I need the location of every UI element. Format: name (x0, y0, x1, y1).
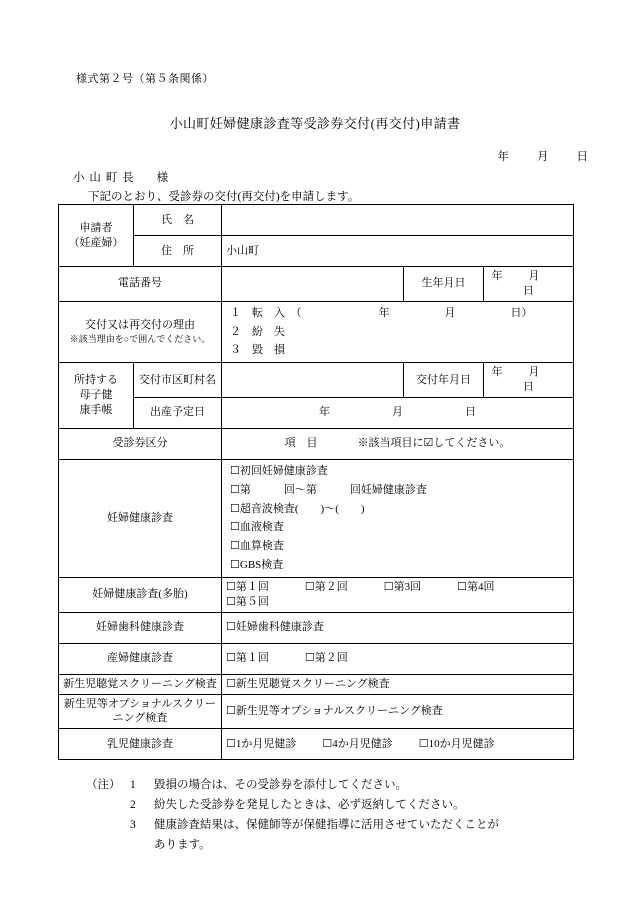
table-row (59, 577, 574, 612)
page-title: 小山町妊婦健康診査等受診券交付(再交付)申請書 (169, 116, 461, 131)
table-row (59, 674, 574, 694)
note-number: 2 (130, 799, 136, 812)
name-value[interactable] (222, 205, 574, 236)
row-label-prenatal-dental: 妊婦歯科健康診査 (59, 612, 222, 643)
handbook-label-line1: 所持する (74, 374, 118, 387)
table-row (59, 301, 574, 363)
checkbox-item[interactable]: ☐第５回 (226, 595, 269, 608)
row-label-newborn-hearing (59, 674, 222, 694)
birthdate-label: 生年月日 (404, 267, 484, 302)
checkbox-item[interactable]: ☐1か月児健診 (226, 737, 297, 750)
table-row (59, 459, 574, 577)
ticket-section-label: 受診券区分 (59, 428, 222, 459)
checkbox-item[interactable]: ☐妊婦歯科健康診査 (226, 621, 324, 634)
checkbox-label: 1か月児健診 (235, 737, 297, 750)
date-day: 日 (576, 151, 588, 163)
table-row (59, 612, 574, 643)
checkbox-item[interactable]: ☐新生児聴覚スクリーニング検査 (226, 677, 390, 690)
due-year: 年 (319, 406, 330, 419)
checkbox-item[interactable]: ☐超音波検査( )～( ) (230, 502, 365, 515)
address-value[interactable]: 小山町 (222, 236, 574, 267)
addressee (73, 169, 168, 185)
addressee-honorific: 様 (156, 172, 169, 184)
checkbox-label: 第4回 (467, 580, 495, 593)
note-item (86, 815, 586, 835)
checkbox-item[interactable]: ☐新生児等オプショナルスクリーニング検査 (226, 704, 443, 717)
reason-option-1[interactable]: １ 転 入 （ 年 月 日） (230, 306, 533, 319)
applicant-label-cell (59, 205, 134, 267)
checkbox-label: 第3回 (393, 580, 422, 593)
checkbox-item[interactable]: ☐第２回 (304, 652, 348, 665)
checkbox-label: 第５回 (235, 595, 269, 608)
issue-month: 月 (528, 366, 540, 379)
row-label-prenatal-checkup: 妊婦健康診査 (59, 459, 222, 577)
checkbox-label: 超音波検査( )～( ) (239, 502, 365, 515)
checkbox-label: 初回妊婦健康診査 (239, 464, 328, 477)
row-label-prenatal-multiple: 妊婦健康診査(多胎) (59, 577, 222, 612)
date-line (0, 148, 588, 164)
row-options-newborn-hearing[interactable] (222, 674, 574, 694)
due-day: 日 (465, 406, 476, 419)
reason-options[interactable] (222, 301, 574, 363)
ticket-check-note: ※該当項目に☑してください。 (357, 437, 511, 450)
addressee-name: 小 山 町 長 (73, 172, 135, 184)
applicant-label-line1: 申請者 (79, 221, 113, 234)
handbook-issue-date-label: 交付年月日 (404, 363, 484, 398)
checkbox-label: GBS検査 (239, 559, 284, 572)
row-label-infant-checkup: 乳児健康診査 (59, 729, 222, 760)
checkbox-label: 血算検査 (239, 540, 284, 553)
checkbox-item[interactable]: ☐第２回 (304, 580, 348, 593)
handbook-label-cell (59, 363, 134, 429)
row-label-postnatal-checkup: 産婦健康診査 (59, 643, 222, 674)
birthdate-value[interactable] (484, 267, 574, 302)
checkbox-item[interactable]: ☐初回妊婦健康診査 (230, 464, 328, 477)
row-label-text: 新生児聴覚スクリーニング検査 (63, 677, 217, 690)
note-number: 1 (130, 779, 136, 791)
note-text: 毀損の場合は、その受診券を添付してください。 (154, 779, 407, 791)
checkbox-item[interactable]: ☐第１回 (226, 580, 269, 593)
row-options-postnatal-checkup[interactable] (222, 643, 574, 674)
checkbox-item[interactable]: ☐10か月児健診 (418, 737, 495, 750)
note-number: 3 (130, 819, 136, 832)
checkbox-item[interactable]: ☐GBS検査 (230, 559, 284, 572)
phone-label: 電話番号 (59, 267, 222, 302)
checkbox-label: 第 回～第 回妊婦健康診査 (239, 483, 427, 496)
row-label-text: 新生児等オプショナルスクリーニング検査 (63, 697, 217, 725)
form-number: 様式第２号（第５条関係） (76, 73, 214, 85)
handbook-label-line3: 康手帳 (79, 403, 113, 416)
birth-day: 日 (523, 284, 534, 297)
due-month: 月 (392, 406, 403, 419)
note-text-continued: あります。 (154, 839, 211, 852)
table-row (59, 729, 574, 760)
checkbox-label: 第２回 (314, 580, 348, 593)
ticket-section-note-cell (222, 428, 574, 459)
checkbox-item[interactable]: ☐第１回 (226, 652, 269, 665)
birth-year: 年 (491, 270, 503, 282)
reason-option-2[interactable]: ２ 紛 失 (230, 325, 285, 338)
table-row (59, 643, 574, 674)
checkbox-item[interactable]: ☐血液検査 (230, 521, 284, 534)
handbook-issue-date-value[interactable] (484, 363, 574, 398)
handbook-label-line2: 母子健 (79, 389, 113, 402)
applicant-label-line2: （妊産婦） (68, 236, 124, 249)
address-label: 住 所 (134, 236, 222, 267)
reason-note: ※該当理由を○で囲んでください。 (69, 334, 211, 345)
handbook-city-label: 交付市区町村名 (134, 363, 222, 398)
checkbox-item[interactable]: ☐第4回 (457, 580, 495, 593)
checkbox-label: 血液検査 (239, 521, 284, 534)
phone-value[interactable] (222, 267, 404, 302)
checkbox-item[interactable]: ☐4か月児健診 (322, 737, 393, 750)
birth-month: 月 (528, 270, 540, 282)
application-table (58, 204, 574, 760)
row-options-infant-checkup[interactable] (222, 729, 574, 760)
checkbox-item[interactable]: ☐第 回～第 回妊婦健康診査 (230, 483, 427, 496)
intro-text: 下記のとおり、受診券の交付(再交付)を申請します。 (88, 191, 360, 203)
notes-section (86, 775, 586, 856)
checkbox-label: 妊婦歯科健康診査 (235, 621, 324, 634)
checkbox-label: 4か月児健診 (332, 737, 393, 750)
note-text: 健康診査結果は、保健師等が保健指導に活用させていただくことが (154, 819, 499, 832)
date-month: 月 (537, 151, 549, 163)
due-date-label: 出産予定日 (134, 397, 222, 428)
ticket-item-label: 項 目 (284, 437, 318, 450)
table-row (59, 363, 574, 398)
checkbox-label: 第２回 (314, 652, 348, 665)
date-year: 年 (497, 151, 509, 163)
table-row (59, 694, 574, 729)
checkbox-label: 新生児等オプショナルスクリーニング検査 (235, 704, 443, 717)
checkbox-label: 第１回 (235, 580, 269, 593)
checkbox-label: 10か月児健診 (428, 737, 495, 750)
row-options-optional-screening[interactable] (222, 694, 574, 729)
note-text: 紛失した受診券を発見したときは、必ず返納してください。 (154, 799, 465, 812)
issue-day: 日 (523, 381, 534, 394)
issue-year: 年 (491, 366, 503, 379)
row-options-prenatal-multiple[interactable] (222, 577, 574, 612)
table-row (59, 205, 574, 236)
reason-option-3[interactable]: ３ 毀 損 (230, 344, 285, 357)
table-row (59, 397, 574, 428)
checkbox-label: 第１回 (235, 652, 269, 665)
note-item (86, 775, 586, 795)
notes-label: （注） (86, 779, 121, 791)
reason-label-cell (59, 301, 222, 363)
table-row (59, 267, 574, 302)
table-row (59, 236, 574, 267)
handbook-city-value[interactable] (222, 363, 404, 398)
due-date-value[interactable] (222, 397, 574, 428)
row-label-optional-screening (59, 694, 222, 729)
row-options-prenatal-checkup[interactable] (222, 459, 574, 577)
note-item (86, 795, 586, 815)
checkbox-label: 新生児聴覚スクリーニング検査 (235, 677, 390, 690)
name-label: 氏 名 (134, 205, 222, 236)
reason-label: 交付又は再交付の理由 (85, 319, 195, 332)
checkbox-item[interactable]: ☐血算検査 (230, 540, 284, 553)
checkbox-item[interactable]: ☐第3回 (383, 580, 422, 593)
table-row (59, 428, 574, 459)
row-options-prenatal-dental[interactable] (222, 612, 574, 643)
